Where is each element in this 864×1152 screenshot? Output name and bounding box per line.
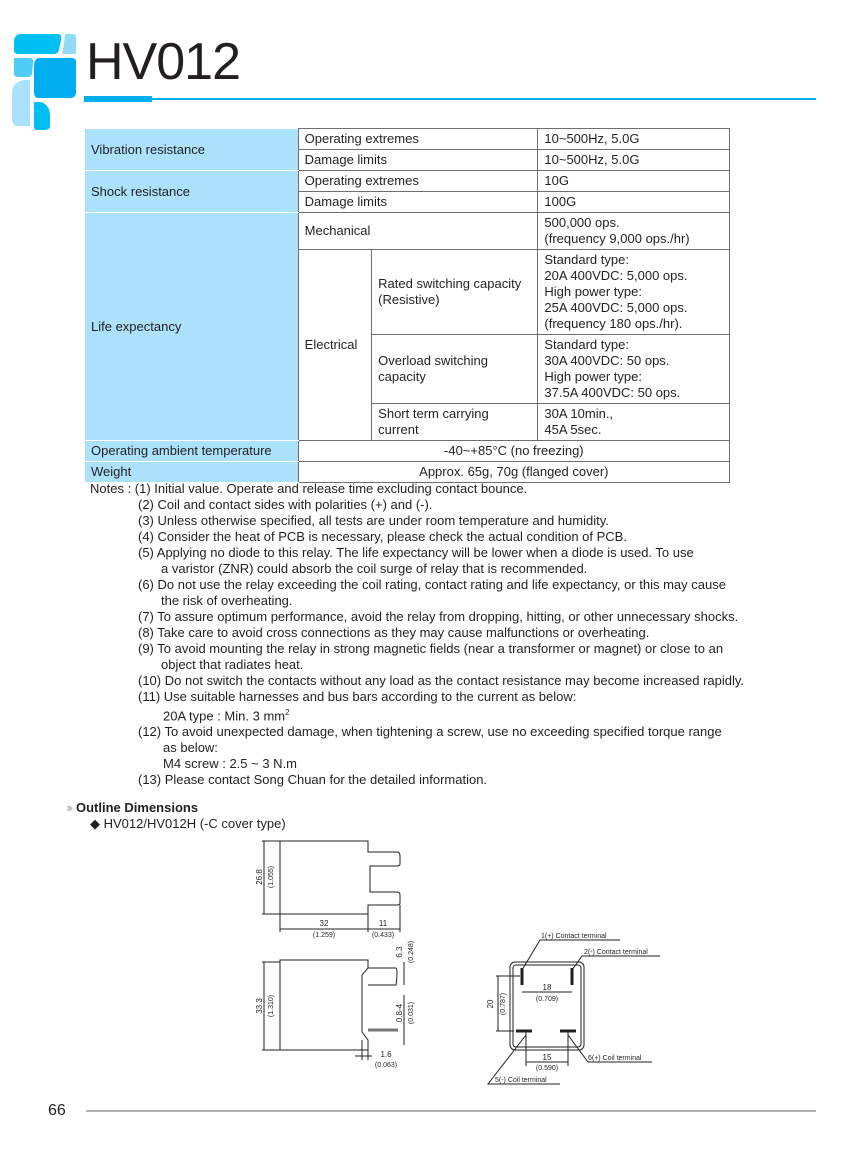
table-cell: [372, 404, 538, 441]
dim-label: (0.590): [535, 1065, 559, 1072]
table-cell: -40~+85°C (no freezing): [298, 441, 729, 462]
dim-label: (1.259): [312, 932, 336, 939]
dim-label: 33.3: [255, 998, 264, 1014]
table-cell: [372, 335, 538, 404]
table-cell: 10G: [538, 171, 730, 192]
table-cell: [538, 250, 730, 335]
dim-label: 18: [542, 983, 552, 992]
dim-label: (0.031): [408, 1001, 415, 1025]
company-logo-icon: [10, 32, 78, 130]
cell-line: Short term carrying: [378, 406, 489, 421]
table-cell: [372, 250, 538, 335]
note-item: (10) Do not switch the contacts without any load as the contact resistance may become increased rapidly.: [138, 673, 745, 688]
note-item: [90, 481, 790, 497]
table-cell: [538, 335, 730, 404]
side-view-drawing: [262, 841, 400, 932]
note-item: (2) Coil and contact sides with polarities (+) and (-).: [138, 497, 433, 512]
page-title: HV012: [86, 33, 240, 91]
chevron-right-icon: ›››: [66, 800, 70, 815]
table-cell: Operating extremes: [298, 171, 538, 192]
cell-line: (Resistive): [378, 292, 440, 307]
note-item: (4) Consider the heat of PCB is necessary, please check the actual condition of PCB.: [138, 529, 627, 544]
table-cell: Approx. 65g, 70g (flanged cover): [298, 462, 729, 483]
dim-label: 26.8: [255, 869, 264, 885]
terminal-label: 1(+) Contact terminal: [541, 933, 607, 940]
note-item: (8) Take care to avoid cross connections as they may cause malfunctions or overheating.: [138, 625, 650, 640]
superscript: 2: [285, 708, 290, 717]
note-item: the risk of overheating.: [161, 593, 293, 608]
note-item: (7) To assure optimum performance, avoid the relay from dropping, hitting, or other unnecessary shocks.: [138, 609, 739, 624]
cell-line: Standard type:: [544, 252, 629, 267]
table-row: [85, 441, 730, 462]
terminal-label: 6(+) Coil terminal: [588, 1055, 642, 1062]
cell-line: 37.5A 400VDC: 50 ops.: [544, 385, 681, 400]
table-cell: [538, 213, 730, 250]
cell-line: Standard type:: [544, 337, 629, 352]
cell-line: capacity: [378, 369, 426, 384]
notes-prefix: Notes :: [90, 481, 135, 496]
cell-line: High power type:: [544, 284, 642, 299]
cell-line: 500,000 ops.: [544, 215, 620, 230]
title-underline: [84, 98, 816, 100]
model-subheading: ◆ HV012/HV012H (-C cover type): [90, 816, 286, 831]
cell-line: current: [378, 422, 419, 437]
note-text: (1) Initial value. Operate and release time excluding contact bounce.: [134, 481, 528, 496]
dim-label: (1.310): [268, 994, 275, 1018]
table-cell: Damage limits: [298, 150, 538, 171]
note-item: object that radiates heat.: [161, 657, 304, 672]
table-cell: Damage limits: [298, 192, 538, 213]
note-item: a varistor (ZNR) could absorb the coil surge of relay that is recommended.: [161, 561, 588, 576]
section-title: Outline Dimensions: [76, 800, 199, 815]
dim-label: (0.433): [371, 932, 395, 939]
dim-label: (1.055): [268, 865, 275, 889]
table-row: [85, 462, 730, 483]
page-number: 66: [48, 1102, 66, 1119]
cell-line: High power type:: [544, 369, 642, 384]
front-view-drawing: [262, 960, 404, 1060]
note-item: (11) Use suitable harnesses and bus bars according to the current as below:: [138, 689, 577, 704]
terminal-label: 2(-) Contact terminal: [584, 949, 648, 956]
cell-line: Rated switching capacity: [378, 276, 522, 291]
table-cell: Operating extremes: [298, 129, 538, 150]
cell-line: Overload switching: [378, 353, 488, 368]
row-header: Vibration resistance: [85, 129, 298, 171]
cell-line: (frequency 9,000 ops./hr): [544, 231, 690, 246]
dim-label: 1.6: [380, 1050, 392, 1059]
terminal-label: 5(-) Coil terminal: [495, 1077, 547, 1084]
cell-line: 30A 400VDC: 50 ops.: [544, 353, 670, 368]
note-item: as below:: [163, 740, 218, 756]
section-heading: [66, 800, 198, 815]
note-item: [90, 705, 790, 724]
note-item: (5) Applying no diode to this relay. The life expectancy will be lower when a diode is used. To use: [138, 545, 694, 560]
dim-label: 0.8-4: [395, 1003, 404, 1023]
dim-label: (0.063): [374, 1062, 398, 1069]
table-cell: 10~500Hz, 5.0G: [538, 150, 730, 171]
dim-label: 20: [486, 999, 495, 1009]
spec-table: [85, 128, 730, 483]
cell-line: 30A 10min.,: [544, 406, 614, 421]
table-cell: 10~500Hz, 5.0G: [538, 129, 730, 150]
row-header: Weight: [85, 462, 298, 483]
table-cell: Electrical: [298, 250, 372, 441]
table-row: [85, 129, 730, 150]
cell-line: (frequency 180 ops./hr).: [544, 316, 683, 331]
dim-label: 15: [542, 1053, 552, 1062]
footer-divider: [86, 1110, 816, 1112]
cell-line: 25A 400VDC: 5,000 ops.: [544, 300, 688, 315]
dim-label: 11: [378, 919, 388, 928]
cell-line: 45A 5sec.: [544, 422, 602, 437]
dim-label: 32: [319, 919, 329, 928]
note-item: (6) Do not use the relay exceeding the coil rating, contact rating and life expectancy, or this may cause: [138, 577, 726, 592]
table-row: [85, 171, 730, 192]
note-item: (9) To avoid mounting the relay in strong magnetic fields (near a transformer or magnet) or close to an: [138, 641, 724, 656]
bottom-view-drawing: [488, 940, 660, 1084]
title-underline-accent: [84, 96, 152, 102]
note-text: 20A type : Min. 3 mm: [163, 708, 286, 724]
row-header: Life expectancy: [85, 213, 298, 441]
dim-label: 6.3: [395, 946, 404, 958]
dim-label: (0.248): [408, 940, 415, 964]
notes-block: [90, 481, 790, 788]
note-item: (13) Please contact Song Chuan for the detailed information.: [138, 772, 488, 788]
table-cell: [538, 404, 730, 441]
note-item: M4 screw : 2.5 ~ 3 N.m: [163, 756, 298, 772]
note-item: (3) Unless otherwise specified, all tests are under room temperature and humidity.: [138, 513, 609, 528]
dim-label: (0.787): [500, 992, 507, 1016]
dim-label: (0.709): [535, 996, 559, 1003]
cell-line: 20A 400VDC: 5,000 ops.: [544, 268, 688, 283]
row-header: Shock resistance: [85, 171, 298, 213]
row-header: Operating ambient temperature: [85, 441, 298, 462]
table-cell: Mechanical: [298, 213, 538, 250]
table-row: [85, 213, 730, 250]
note-item: (12) To avoid unexpected damage, when tightening a screw, use no exceeding specified torque range: [138, 724, 722, 740]
table-cell: 100G: [538, 192, 730, 213]
